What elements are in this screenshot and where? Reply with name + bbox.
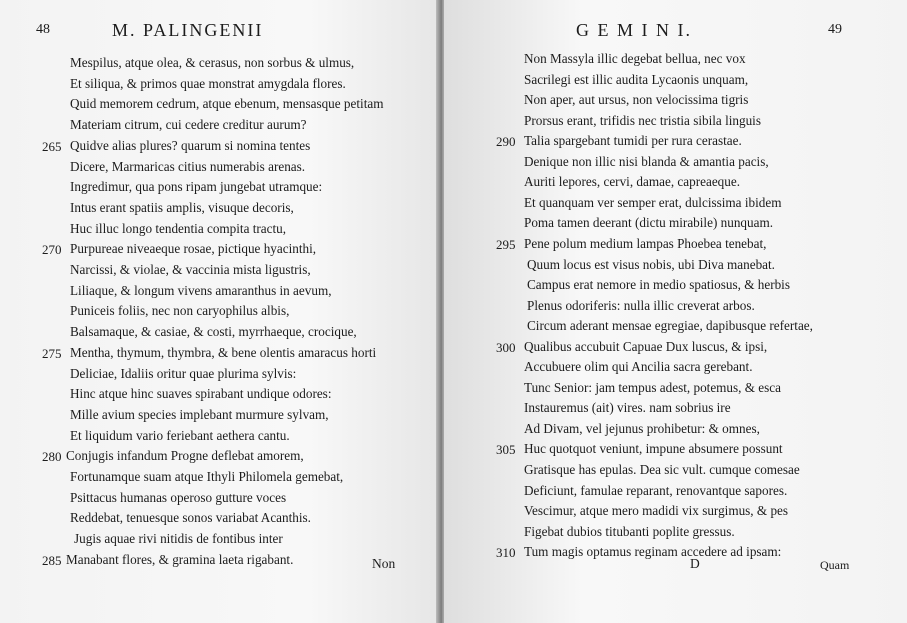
line-number: 290 [496, 134, 516, 150]
verse-line: Qualibus accubuit Capuae Dux luscus, & ipsi, [524, 338, 768, 354]
verse-line: Narcissi, & violae, & vaccinia mista ligustris, [70, 262, 311, 277]
left-page [0, 0, 440, 623]
verse-line: Liliaque, & longum vivens amaranthus in aevum, [70, 282, 332, 298]
verse-line: Mille avium species implebant murmure sylvam, [70, 406, 329, 422]
verse-line: Poma tamen deerant (dictu mirabile) nunquam. [524, 215, 774, 231]
right-page [444, 0, 907, 623]
verse-line: Non aper, aut ursus, non velocissima tigris [524, 92, 749, 108]
verse-line: Non Massyla illic degebat bellua, nec vox [524, 51, 746, 66]
verse-line: Reddebat, tenuesque sonos variabat Acanthis. [70, 510, 311, 526]
line-number: 285 [42, 552, 62, 568]
verse-line: Et siliqua, & primos quae monstrat amygdala flores. [70, 75, 346, 91]
verse-line: Manabant flores, & gramina laeta rigabant. [66, 551, 294, 567]
verse-line: Huc quotquot veniunt, impune absumere possunt [524, 441, 783, 457]
right-running-header: G E M I N I. [576, 20, 692, 40]
line-number: 265 [42, 138, 62, 154]
verse-line: Accubuere olim qui Ancilia sacra gerebant. [524, 359, 753, 375]
verse-line: Intus erant spatiis amplis, visuque decoris, [70, 199, 294, 215]
right-catchword: Quam [820, 558, 850, 572]
verse-line: Huc illuc longo tendentia compita tractu, [70, 220, 287, 236]
verse-line: Prorsus erant, trifidis nec tristia sibila linguis [524, 112, 761, 128]
verse-line: Puniceis foliis, nec non caryophilus albis, [70, 303, 290, 319]
verse-line: Conjugis infandum Progne deflebat amorem, [66, 448, 304, 464]
verse-line: Sacrilegi est illic audita Lycaonis unquam, [524, 71, 749, 87]
line-number: 275 [42, 345, 62, 361]
verse-line: Denique non illic nisi blanda & amantia pacis, [524, 153, 769, 169]
verse-line: Mespilus, atque olea, & cerasus, non sorbus & ulmus, [70, 55, 355, 70]
verse-line: Quidve alias plures? quarum si nomina tentes [70, 137, 311, 153]
verse-line: Gratisque has epulas. Dea sic vult. cumque comesae [524, 462, 800, 477]
line-number: 270 [42, 242, 62, 258]
verse-line: Deficiunt, famulae reparant, renovantque sapores. [524, 482, 788, 498]
right-page-number: 49 [828, 22, 842, 37]
verse-line: Talia spargebant tumidi per rura cerastae. [524, 133, 742, 149]
verse-line: Tunc Senior: jam tempus adest, potemus, & esca [524, 379, 782, 395]
verse-line: Deliciae, Idaliis oritur quae plurima sylvis: [70, 365, 297, 381]
line-number: 305 [496, 442, 516, 458]
verse-line: Quum locus est visus nobis, ubi Diva manebat. [527, 256, 775, 272]
verse-line: Mentha, thymum, thymbra, & bene olentis amaracus horti [70, 344, 377, 360]
line-number: 280 [42, 449, 62, 465]
verse-line: Auriti lepores, cervi, damae, capreaeque. [524, 174, 741, 190]
verse-line: Jugis aquae rivi nitidis de fontibus inter [74, 531, 283, 547]
verse-line: Tum magis optamus reginam accedere ad ipsam: [524, 544, 782, 560]
verse-line: Figebat dubios titubanti poplite gressus. [524, 523, 735, 539]
line-number: 310 [496, 545, 516, 561]
verse-line: Hinc atque hinc suaves spirabant undique odores: [70, 386, 332, 402]
left-catchword: Non [372, 556, 396, 571]
right-signature-mark: D [690, 556, 700, 571]
verse-line: Materiam citrum, cui cedere creditur aurum? [70, 117, 307, 133]
line-number: 295 [496, 236, 516, 252]
left-running-header: M. PALINGENII [112, 20, 264, 40]
verse-line: Ingredimur, qua pons ripam jungebat utramque: [70, 179, 323, 195]
verse-line: Fortunamque suam atque Ithyli Philomela gemebat, [70, 469, 344, 484]
verse-line: Plenus odoriferis: nulla illic creverat arbos. [527, 297, 755, 313]
left-page-number: 48 [36, 22, 50, 37]
line-number: 300 [496, 339, 516, 355]
verse-line: Ad Divam, vel jejunus prohibetur: & omnes, [524, 420, 760, 436]
verse-line: Quid memorem cedrum, atque ebenum, mensasque petitam [70, 96, 384, 112]
verse-line: Psittacus humanas operoso gutture voces [70, 489, 287, 505]
verse-line: Et liquidum vario feriebant aethera cantu. [70, 427, 290, 443]
verse-line: Purpureae niveaeque rosae, pictique hyacinthi, [70, 241, 317, 257]
verse-line: Instauremus (ait) vires. nam sobrius ire [524, 400, 731, 416]
verse-line: Circum aderant mensae egregiae, dapibusque refertae, [527, 318, 813, 334]
verse-line: Pene polum medium lampas Phoebea tenebat, [524, 235, 767, 251]
verse-line: Dicere, Marmaricas citius numerabis arenas. [70, 158, 306, 174]
verse-line: Et quanquam ver semper erat, dulcissima ibidem [524, 194, 782, 210]
verse-line: Campus erat nemore in medio spatiosus, & herbis [527, 277, 790, 293]
verse-line: Vescimur, atque mero madidi vix surgimus, & pes [524, 503, 789, 519]
verse-line: Balsamaque, & casiae, & costi, myrrhaeque, crocique, [70, 324, 357, 340]
